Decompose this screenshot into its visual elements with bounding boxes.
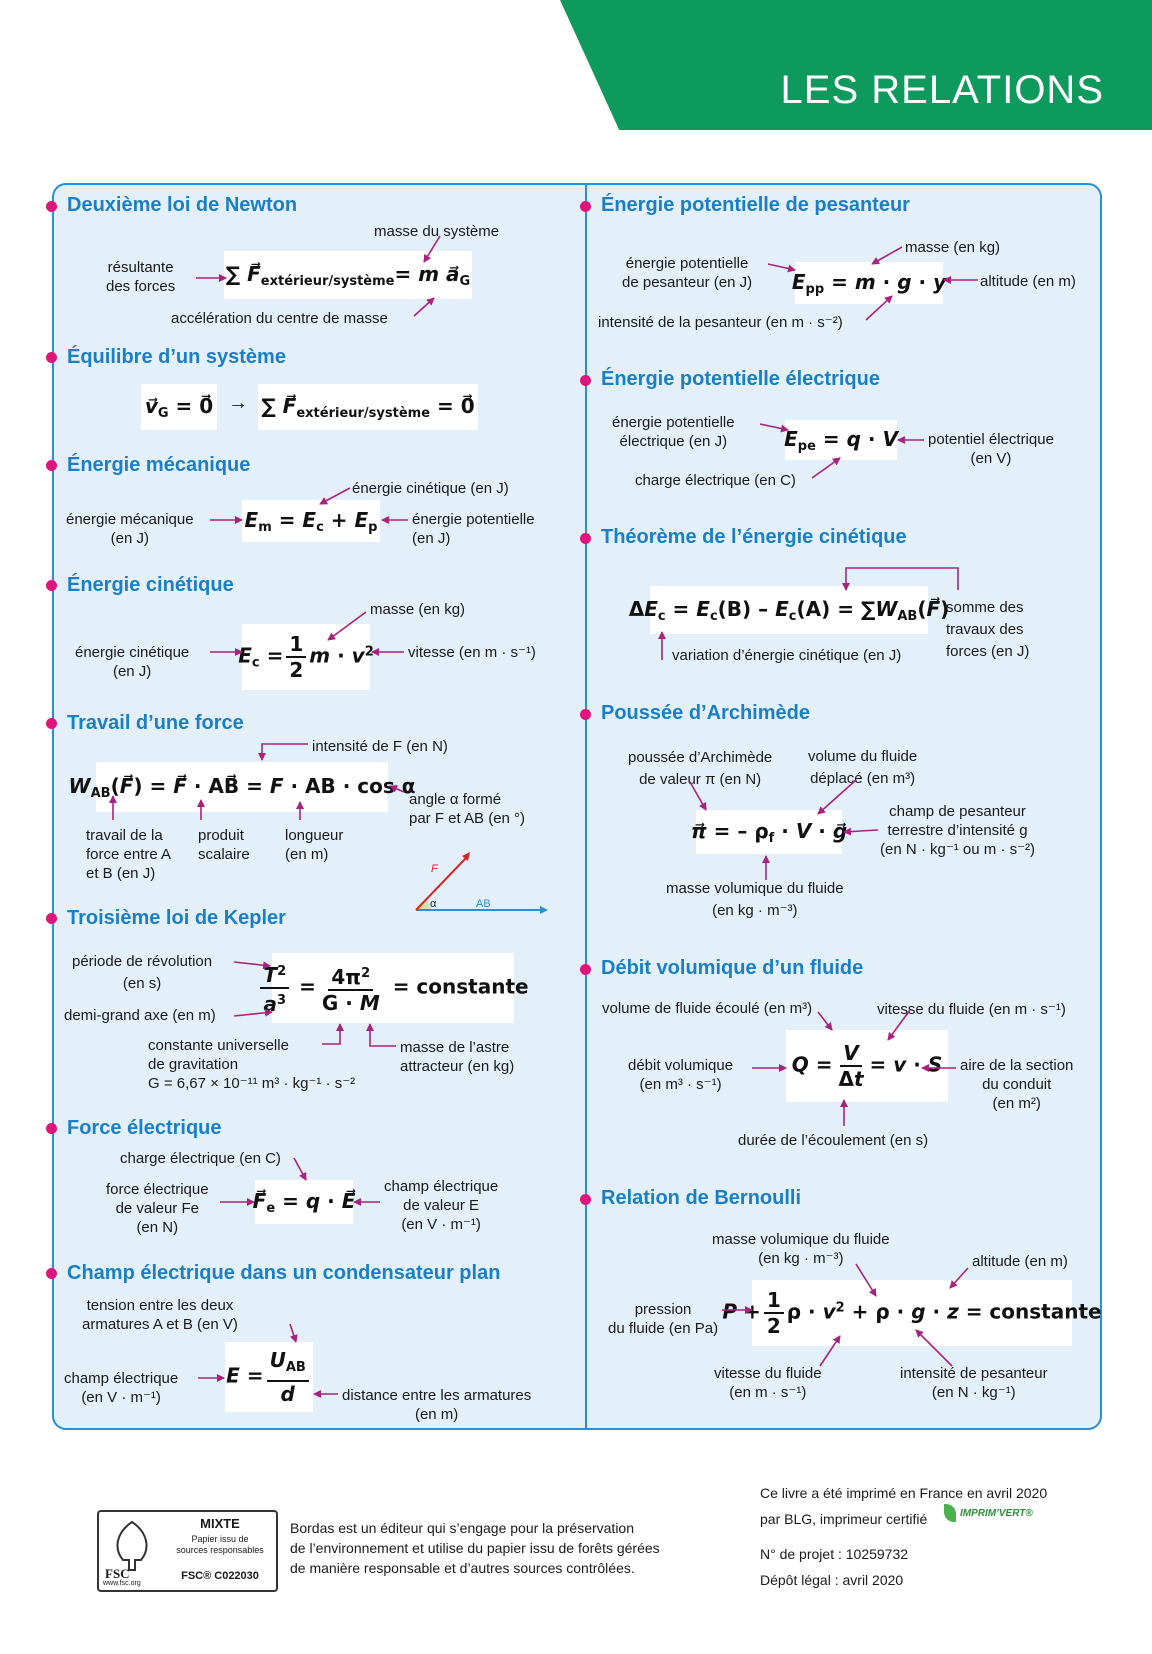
label-archi-masse: masse volumique du fluide (en kg · m⁻³) <box>666 880 844 919</box>
label-fe-force: force électrique de valeur Fe (en N) <box>106 1181 209 1236</box>
formula-newton: ∑ $F⃗_{extérieur/système}= m$ $a⃗_G$ <box>224 251 472 299</box>
formula-epe: $E_{pe} = q \cdot V$ <box>785 420 897 460</box>
label-masse-systeme: masse du système <box>374 223 500 240</box>
label-condo-champ: champ électrique (en V · m⁻¹) <box>64 1370 179 1406</box>
formula-archimede: π⃗ = – $\rho_f \cdot V$ · g⃗ <box>696 810 842 854</box>
formula-force-electrique: $F⃗_e = q$ · E⃗ <box>255 1180 353 1224</box>
label-epe-epe: énergie potentielle électrique (en J) <box>612 414 735 450</box>
footer-bordas-text: Bordas est un éditeur qui s’engage pour la préservation de l’environnement et utilise du papier issu de forêts gérées de manière responsable et d’autres sources contrôlées. <box>290 1520 660 1576</box>
formula-em: $E_m = E_c + E_p$ <box>242 500 380 542</box>
section-title-energie-mecanique: Énergie mécanique <box>67 454 251 476</box>
label-archi-poussee: poussée d’Archimède de valeur π (en N) <box>628 749 773 788</box>
label-bern-intensite: intensité de pesanteur (en N · kg⁻¹) <box>900 1365 1048 1401</box>
label-ec-ec: énergie cinétique (en J) <box>75 644 190 680</box>
label-travail-travail: travail de la force entre A et B (en J) <box>86 827 172 882</box>
label-epp-masse: masse (en kg) <box>905 239 1001 256</box>
label-acceleration: accélération du centre de masse <box>171 310 388 327</box>
label-kepler-demi: demi-grand axe (en m) <box>64 1007 216 1024</box>
label-archi-volume: volume du fluide déplacé (en m³) <box>808 748 918 787</box>
tree-icon <box>107 1520 157 1572</box>
footer-imprime: Ce livre a été imprimé en France en avril 2020 par BLG, imprimeur certifié <box>760 1485 1048 1527</box>
formula-travail: $W_{AB}(F⃗)$ = F⃗ · AB⃗ = F · AB · cos α <box>96 762 388 812</box>
formula-condensateur: E = $\frac{U_{AB}}{d}$ <box>225 1342 313 1412</box>
section-title-debit: Débit volumique d’un fluide <box>601 957 864 979</box>
label-bern-pression: pression du fluide (en Pa) <box>608 1301 719 1337</box>
label-condo-distance: distance entre les armatures (en m) <box>342 1387 532 1423</box>
bullet-icon <box>46 913 57 924</box>
section-title-epe: Énergie potentielle électrique <box>601 368 880 390</box>
label-debit-volume: volume de fluide écoulé (en m³) <box>602 1000 813 1017</box>
label-bern-vitesse: vitesse du fluide (en m · s⁻¹) <box>714 1365 822 1401</box>
label-em-ec: énergie cinétique (en J) <box>352 480 509 497</box>
label-theo-variation: variation d’énergie cinétique (en J) <box>672 647 902 664</box>
section-title-force-electrique: Force électrique <box>67 1117 222 1139</box>
label-travail-intensite: intensité de F (en N) <box>312 738 448 755</box>
section-title-travail: Travail d’une force <box>67 712 244 734</box>
section-title-theoreme: Théorème de l’énergie cinétique <box>601 526 907 548</box>
fig-label-alpha: α <box>430 898 437 910</box>
vector-angle-figure <box>400 852 550 918</box>
section-title-bernoulli: Relation de Bernoulli <box>601 1187 802 1209</box>
label-em-ep: énergie potentielle (en J) <box>412 511 535 547</box>
label-epp-epp: énergie potentielle de pesanteur (en J) <box>622 255 753 291</box>
section-title-energie-cinetique: Énergie cinétique <box>67 574 234 596</box>
label-epp-intensite: intensité de la pesanteur (en m · s⁻²) <box>598 314 843 331</box>
label-archi-champ: champ de pesanteur terrestre d’intensité g (en N · kg⁻¹ ou m · s⁻²) <box>880 803 1036 858</box>
label-travail-angle: angle α formé par F et AB (en °) <box>409 791 526 827</box>
label-theo-somme: somme des travaux des forces (en J) <box>946 599 1030 660</box>
footer-depot: Dépôt légal : avril 2020 <box>760 1572 904 1588</box>
label-epe-potentiel: potentiel électrique (en V) <box>928 431 1054 467</box>
implies-arrow-icon: → <box>228 392 248 414</box>
label-ec-masse: masse (en kg) <box>370 601 466 618</box>
bullet-icon <box>46 580 57 591</box>
formula-vg-zero: $v⃗_G$ = 0⃗ <box>141 384 217 430</box>
fig-label-ab: AB <box>476 898 491 910</box>
label-kepler-masse: masse de l’astre attracteur (en kg) <box>400 1039 515 1075</box>
formula-sum-forces-zero: ∑ $F⃗_{extérieur/système}$ = 0⃗ <box>258 384 478 430</box>
label-resultante: résultante des forces <box>106 259 176 295</box>
fsc-logo-box <box>97 1510 278 1592</box>
label-debit-debit: débit volumique (en m³ · s⁻¹) <box>628 1057 734 1093</box>
bullet-icon <box>46 352 57 363</box>
bullet-icon <box>580 964 591 975</box>
label-ec-vitesse: vitesse (en m · s⁻¹) <box>408 644 536 661</box>
fsc-logo-text: FSC <box>105 1566 130 1581</box>
section-title-equilibre: Équilibre d’un système <box>67 346 286 368</box>
fsc-code: FSC® C022030 <box>181 1570 259 1582</box>
fsc-papier: Papier issu de sources responsables <box>165 1534 275 1556</box>
formula-epp: $E_{pp} = m \cdot g \cdot y$ <box>795 262 943 304</box>
fsc-site: www.fsc.org <box>103 1580 141 1587</box>
section-title-newton: Deuxième loi de Newton <box>67 194 298 216</box>
column-divider <box>585 183 587 1430</box>
bullet-icon <box>580 201 591 212</box>
bullet-icon <box>46 1268 57 1279</box>
label-debit-duree: durée de l’écoulement (en s) <box>738 1132 929 1149</box>
label-fe-charge: charge électrique (en C) <box>120 1150 281 1167</box>
bullet-icon <box>580 709 591 720</box>
label-travail-produit: produit scalaire <box>198 827 250 863</box>
label-kepler-constante: constante universelle de gravitation G = 6,67 × 10⁻¹¹ m³ · kg⁻¹ · s⁻² <box>148 1037 356 1092</box>
page-title: LES RELATIONS <box>780 68 1104 112</box>
footer-projet: N° de projet : 10259732 <box>760 1546 909 1562</box>
bullet-icon <box>46 1123 57 1134</box>
fig-label-f: F <box>431 863 438 875</box>
bullet-icon <box>46 460 57 471</box>
label-em-em: énergie mécanique (en J) <box>66 511 194 547</box>
label-debit-vitesse: vitesse du fluide (en m · s⁻¹) <box>877 1001 1066 1018</box>
formula-kepler: $\frac{T^2}{a^3}$ = $\frac{4\pi^2}{G \cdot M}$ = constante <box>272 953 514 1023</box>
formula-debit: Q = $\frac{V}{\Delta t}$ = v · S <box>786 1030 948 1102</box>
bullet-icon <box>46 718 57 729</box>
label-travail-longueur: longueur (en m) <box>285 827 344 863</box>
label-kepler-periode: période de révolution (en s) <box>72 953 213 992</box>
formula-theoreme: $\Delta E_c = E_c(B) - E_c(A)$ = $\sum W_{AB}(F⃗)$ <box>650 586 928 634</box>
section-title-condensateur: Champ électrique dans un condensateur plan <box>67 1262 501 1284</box>
bullet-icon <box>580 1194 591 1205</box>
imprimvert-logo: IMPRIM’VERT® <box>960 1508 1033 1519</box>
section-title-archimede: Poussée d’Archimède <box>601 702 810 724</box>
label-bern-altitude: altitude (en m) <box>972 1253 1068 1270</box>
formula-bernoulli: P + $\frac{1}{2}$ $\rho \cdot v^2 + \rho \cdot g \cdot z$ = constante <box>752 1280 1072 1346</box>
formula-ec: $E_c$ = $\frac{1}{2}$ $m \cdot v^2$ <box>242 624 370 690</box>
label-epe-charge: charge électrique (en C) <box>635 472 796 489</box>
section-title-kepler: Troisième loi de Kepler <box>67 907 286 929</box>
section-title-epp: Énergie potentielle de pesanteur <box>601 194 910 216</box>
fsc-mixte: MIXTE <box>200 1516 240 1531</box>
label-bern-masse: masse volumique du fluide (en kg · m⁻³) <box>712 1231 890 1267</box>
label-epp-altitude: altitude (en m) <box>980 273 1076 290</box>
label-condo-tension: tension entre les deux armatures A et B (en V) <box>82 1297 238 1333</box>
bullet-icon <box>580 533 591 544</box>
bullet-icon <box>580 375 591 386</box>
bullet-icon <box>46 201 57 212</box>
label-debit-aire: aire de la section du conduit (en m²) <box>960 1057 1074 1112</box>
label-fe-champ: champ électrique de valeur E (en V · m⁻¹) <box>384 1178 499 1233</box>
